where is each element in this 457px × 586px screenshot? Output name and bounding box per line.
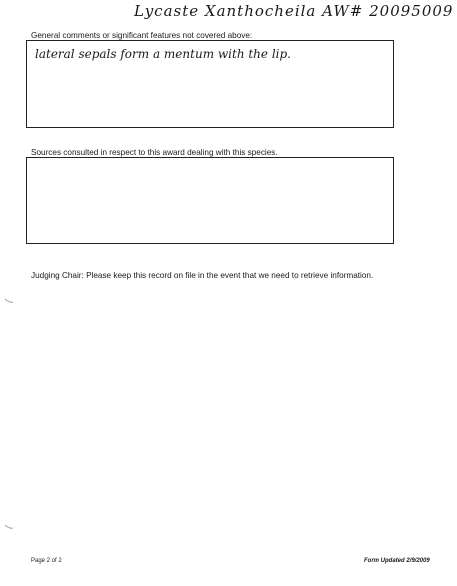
scan-mark-icon: [4, 524, 14, 529]
general-comments-box[interactable]: [26, 40, 394, 128]
judging-chair-note: Judging Chair: Please keep this record on file in the event that we need to retrieve information.: [31, 271, 374, 280]
sources-consulted-label: Sources consulted in respect to this award dealing with this species.: [31, 148, 278, 157]
sources-consulted-box[interactable]: [26, 157, 394, 244]
general-comments-label: General comments or significant features not covered above:: [31, 31, 253, 40]
form-updated-date: Form Updated 2/9/2009: [364, 558, 430, 564]
scan-mark-icon: [4, 298, 14, 303]
handwritten-award-title: Lycaste Xanthocheila AW# 20095009: [134, 2, 454, 20]
page-number: Page 2 of 2: [31, 558, 62, 564]
handwritten-comment-text: lateral sepals form a mentum with the lip.: [35, 47, 291, 61]
